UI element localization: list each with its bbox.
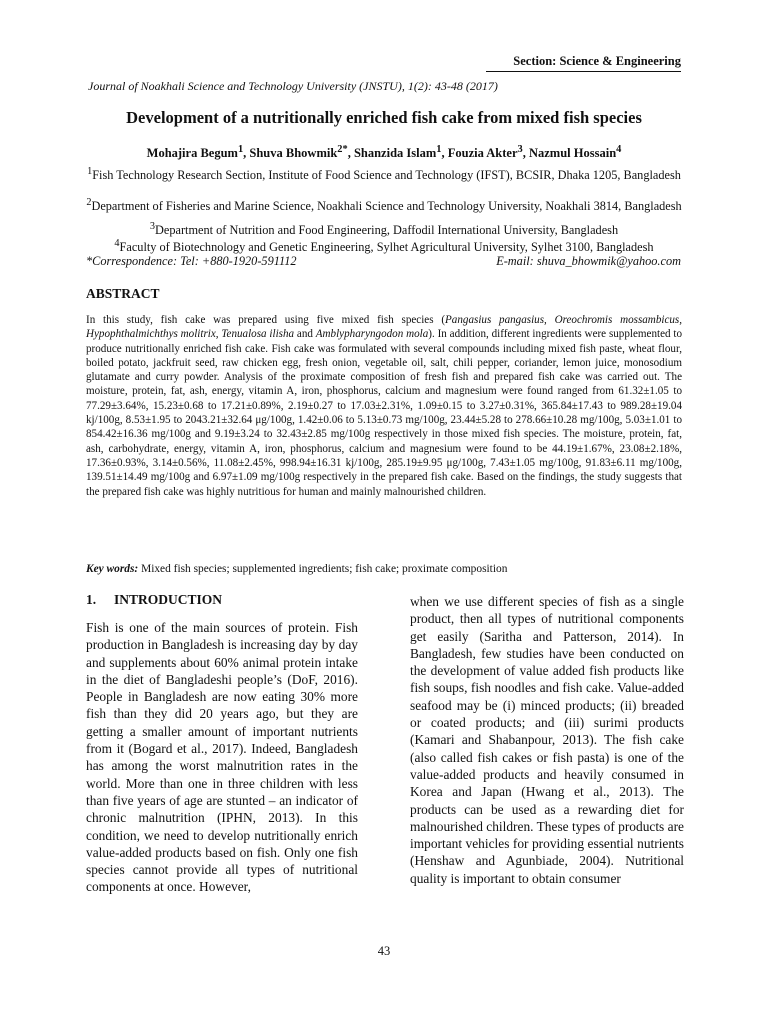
affiliation-mark: 2 (86, 197, 92, 208)
keywords-label: Key words: (86, 563, 139, 575)
author-name: Nazmul Hossain (528, 146, 617, 161)
author-name: Shuva Bhowmik (249, 146, 338, 161)
paper-title: Development of a nutritionally enriched fish cake from mixed fish species (126, 108, 642, 127)
correspondence-line (86, 254, 681, 269)
author-mark: 1 (237, 144, 244, 155)
species-names: Amblypharyngodon mola (315, 328, 429, 341)
abstract-heading: ABSTRACT (86, 286, 160, 301)
author-list: Mohajira Begum$^1$, Shuva Bhowmik$^{2*}$, Shanzida Islam$^1$, Fouzia Akter$^3$, Nazmul Hossain$^4$ (146, 144, 622, 161)
keywords (86, 563, 682, 575)
author-mark: 2* (337, 144, 348, 155)
abstract-text: ). In addition, different ingredients were supplemented to produce nutritionally enriched fish cake. Fish cake was formulated with several compounds including mixed fish paste, wheat flour, boiled potato, jackfruit seed, raw chicken egg, fresh onion, vegetable oil, salt, chili pepper, coriander, lemon juice, monosodium glutamate and curry powder. Analysis of the proximate composition of fresh fish and prepared fish cake was carried out. The moisture, protein, fat, ash, energy, vitamin A, iron, phosphorus, calcium and magnesium were found ranged from 61.32±1.05 to 77.29±3.64%, 15.23±0.68 to 17.21±0.89%, 2.19±0.27 to 17.03±2.31%, 1.09±0.15 to 3.27±0.31%, 365.84±17.43 to 989.28±19.04 kj/100g, 8.53±1.95 to 2043.21±32.64 μg/100g, 1.42±0.06 to 5.13±0.73 mg/100g, 23.44±5.28 to 278.66±10.28 mg/100g, 5.03±1.01 to 854.42±16.36 mg/100g and 9.19±3.24 to 32.43±2.85 mg/100g respectively in those mixed fish species. The moisture, protein, fat, ash, carbohydrate, energy, vitamin A, iron, phosphorus, calcium and magnesium were found to be 44.19±1.67%, 23.08±2.18%, 17.36±0.93%, 3.14±0.56%, 11.08±2.45%, 998.94±16.31 kj/100g, 285.19±9.95 μg/100g, 7.43±1.05 mg/100g, 91.83±6.11 mg/100g, 139.51±14.49 mg/100g and 6.97±1.09 mg/100g respectively in the prepared fish cake. Based on the findings, the study suggests that the prepared fish cake was highly nutritious for human and mainly malnourished children. (86, 328, 683, 498)
affiliation (86, 195, 682, 214)
author-mark: 4 (616, 144, 622, 155)
affiliation-text: Fish Technology Research Section, Institute of Food Science and Technology (IFST), BCSIR, Dhaka 1205, Bangladesh (92, 168, 681, 183)
affiliation-text: Department of Fisheries and Marine Science, Noakhali Science and Technology University, Noakhali 3814, Bangladesh (91, 199, 682, 214)
affiliation-text: Faculty of Biotechnology and Genetic Engineering, Sylhet Agricultural University, Sylhet 3100, Bangladesh (119, 240, 654, 255)
intro-column-left: Fish is one of the main sources of protein. Fish production in Bangladesh is increasing day by day and supplements about 60% animal protein intake in the diet of Bangladeshi people’s (DoF, 2016). People in Bangladesh are now eating 30% more fish than they did 20 years ago, but they are getting a smaller amount of important nutrients from it (Bogard et al., 2017). Indeed, Bangladesh has among the worst malnutrition rates in the world. More than one in three children with less than five years of age are stunted – an indicator of chronic malnutrition (IPHN, 2013). In this condition, we need to develop nutritionally enrich value-added products based on fish. Only one fish species cannot provide all types of nutritional components at once. However, (86, 620, 358, 895)
keywords-text: Mixed fish species; supplemented ingredients; fish cake; proximate composition (138, 563, 508, 575)
species-names: Pangasius pangasius, Oreochromis mossambicus, Hypophthalmichthys molitrix, Tenualosa ilisha (86, 314, 683, 341)
page-number: 43 (377, 944, 391, 958)
section-divider (486, 71, 681, 72)
affiliation-mark: 1 (87, 166, 93, 177)
affiliation-mark: 3 (149, 221, 156, 232)
author-name: Fouzia Akter (447, 146, 518, 161)
section-heading-introduction (86, 592, 222, 608)
author-mark: 3 (517, 144, 523, 155)
author-name: Mohajira Begum (146, 146, 238, 161)
affiliation-text: Department of Nutrition and Food Engineering, Daffodil International University, Bangladesh (155, 223, 619, 238)
abstract-text: and (294, 328, 316, 341)
intro-column-right: when we use different species of fish as a single product, then all types of nutritional components get easily (Saritha and Patterson, 2014). In Bangladesh, few studies have been conducted on the development of value added fish products like fish soups, fish noodles and fish cake. Value-added seafood may be (i) minced products; (ii) breaded or coated products; and (iii) surimi products (Kamari and Shabanpour, 2013). The fish cake (also called fish cakes or fish pasta) is one of the value-added products and heavily consumed in Korea and Japan (Hwang et al., 2013). The products can be used as a rewarding diet for malnourished children. These types of products are important vehicles for providing essential nutrients (Henshaw and Agunbiade, 2004). Nutritional quality is important to obtain consumer (410, 594, 684, 886)
section-number: 1. (86, 592, 97, 607)
correspondence-phone: *Correspondence: Tel: +880-1920-591112 (86, 254, 297, 268)
correspondence-email: E-mail: shuva_bhowmik@yahoo.com (496, 254, 681, 268)
section-title: INTRODUCTION (114, 592, 223, 607)
abstract-text: In this study, fish cake was prepared using five mixed fish species ( (86, 314, 446, 326)
author-mark: 1 (436, 144, 442, 155)
abstract-body (86, 313, 682, 499)
affiliation-mark: 4 (114, 238, 120, 249)
affiliation (86, 164, 682, 183)
affiliation (86, 236, 682, 255)
section-label: Section: Science & Engineering (513, 54, 681, 68)
author-name: Shanzida Islam (353, 146, 437, 161)
journal-citation: Journal of Noakhali Science and Technology University (JNSTU), 1(2): 43-48 (2017) (88, 79, 498, 93)
